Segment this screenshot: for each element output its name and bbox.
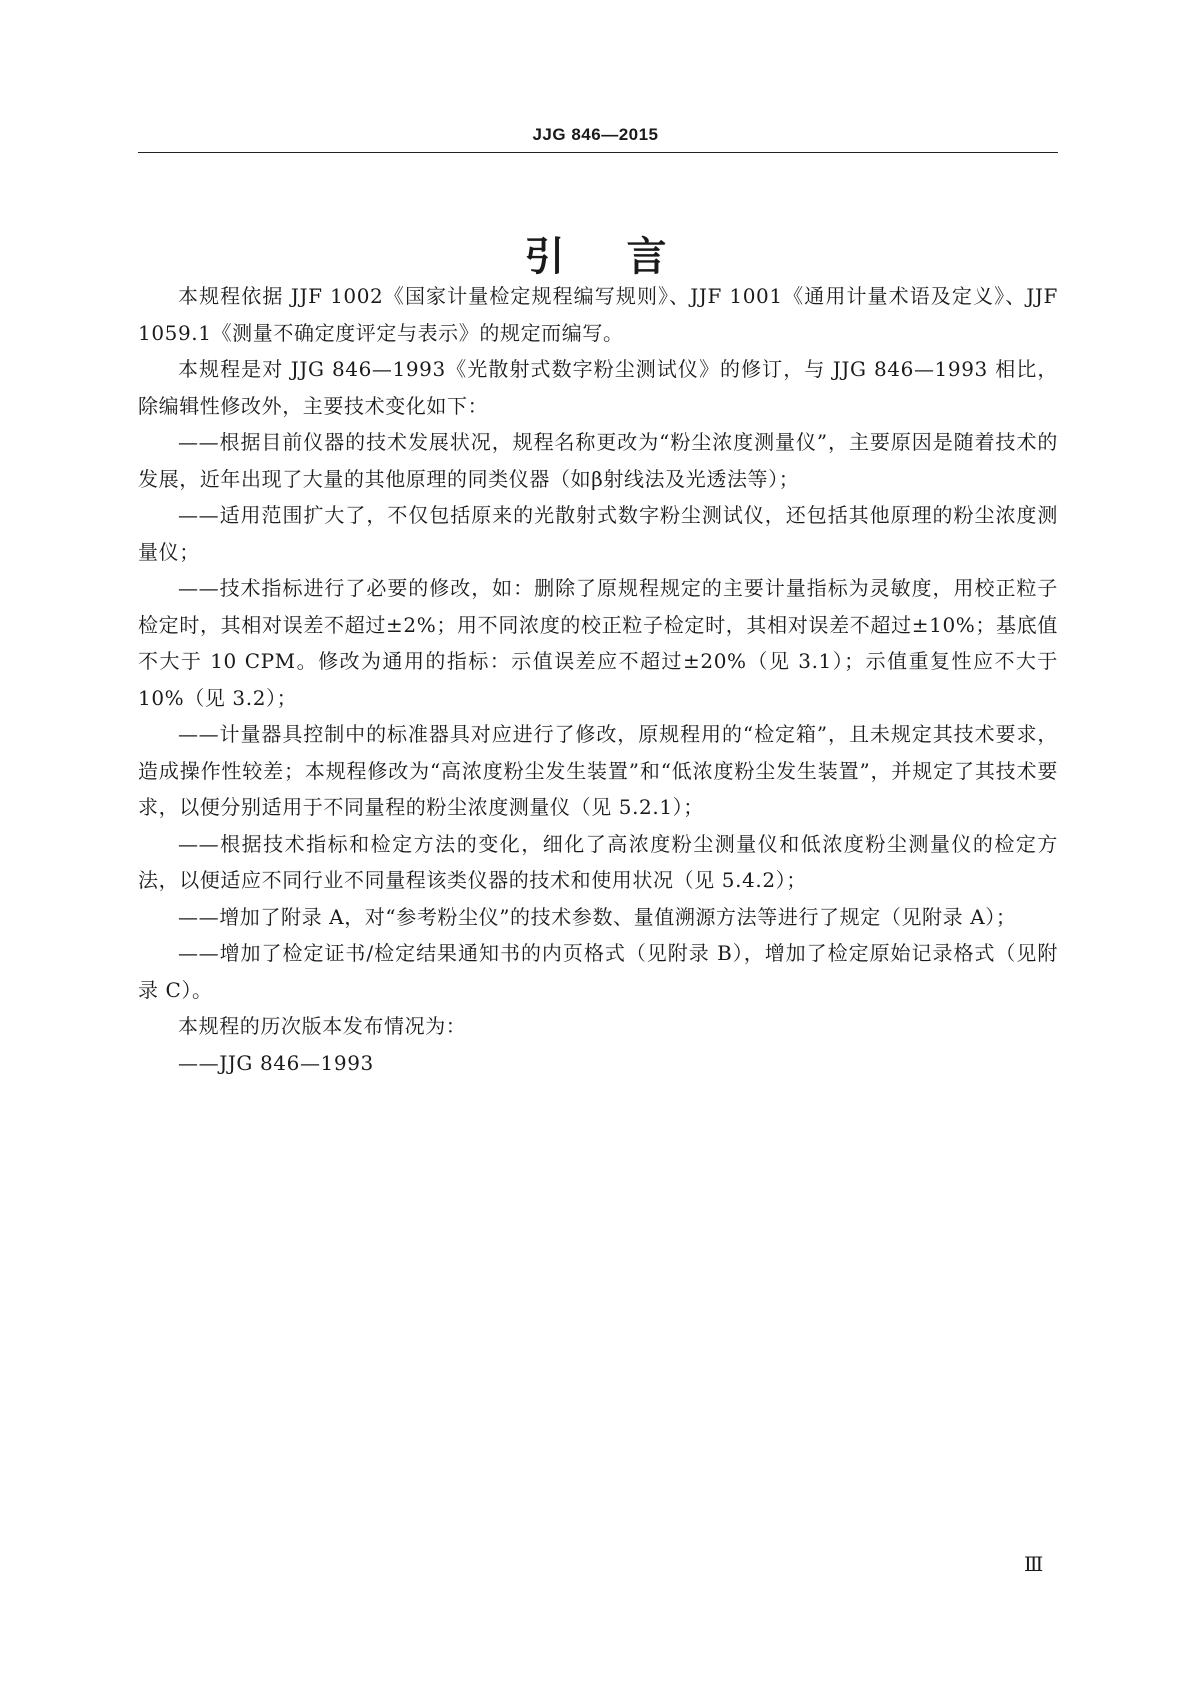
change-item-methods: ——根据技术指标和检定方法的变化，细化了高浓度粉尘测量仪和低浓度粉尘测量仪的检定方法，以便适应不同行业不同量程该类仪器的技术和使用状况（见 5.4.2）；	[138, 831, 1058, 892]
introduction-body	[138, 278, 1058, 1081]
header-divider	[138, 152, 1058, 153]
paragraph-revision-summary: 本规程是对 JJG 846—1993《光散射式数字粉尘测试仪》的修订，与 JJG 846—1993 相比，除编辑性修改外，主要技术变化如下：	[138, 357, 1058, 418]
paragraph-version-history: 本规程的历次版本发布情况为：	[178, 1014, 467, 1038]
change-item-name: ——根据目前仪器的技术发展状况，规程名称更改为“粉尘浓度测量仪”，主要原因是随着技术的发展，近年出现了大量的其他原理的同类仪器（如β射线法及光透法等）；	[138, 430, 1058, 491]
change-item-appendix-bc: ——增加了检定证书/检定结果通知书的内页格式（见附录 B），增加了检定原始记录格式（见附录 C）。	[138, 941, 1058, 1002]
change-item-specs: ——技术指标进行了必要的修改，如：删除了原规程规定的主要计量指标为灵敏度，用校正粒子检定时，其相对误差不超过±2%；用不同浓度的校正粒子检定时，其相对误差不超过±10%；基底值不大于 10 CPM。修改为通用的指标：示值误差应不超过±20%（见 3.1）；示值重复性应不大于 10%（见 3.2）；	[138, 576, 1058, 710]
document-code-header: JJG 846—2015	[532, 125, 659, 144]
change-item-standards: ——计量器具控制中的标准器具对应进行了修改，原规程用的“检定箱”，且未规定其技术要求，造成操作性较差；本规程修改为“高浓度粉尘发生装置”和“低浓度粉尘发生装置”，并规定了其技术要求，以便分别适用于不同量程的粉尘浓度测量仪（见 5.2.1）；	[138, 722, 1058, 819]
change-item-appendix-a: ——增加了附录 A，对“参考粉尘仪”的技术参数、量值溯源方法等进行了规定（见附录 A）；	[178, 904, 1017, 929]
page-number: Ⅲ	[1024, 1554, 1044, 1576]
change-item-scope: ——适用范围扩大了，不仅包括原来的光散射式数字粉尘测试仪，还包括其他原理的粉尘浓度测量仪；	[138, 503, 1058, 564]
page-title: 引言	[524, 233, 729, 280]
paragraph-basis: 本规程依据 JJF 1002《国家计量检定规程编写规则》、JJF 1001《通用计量术语及定义》、JJF 1059.1《测量不确定度评定与表示》的规定而编写。	[138, 284, 1058, 345]
version-history-item: ——JJG 846—1993	[178, 1050, 374, 1075]
